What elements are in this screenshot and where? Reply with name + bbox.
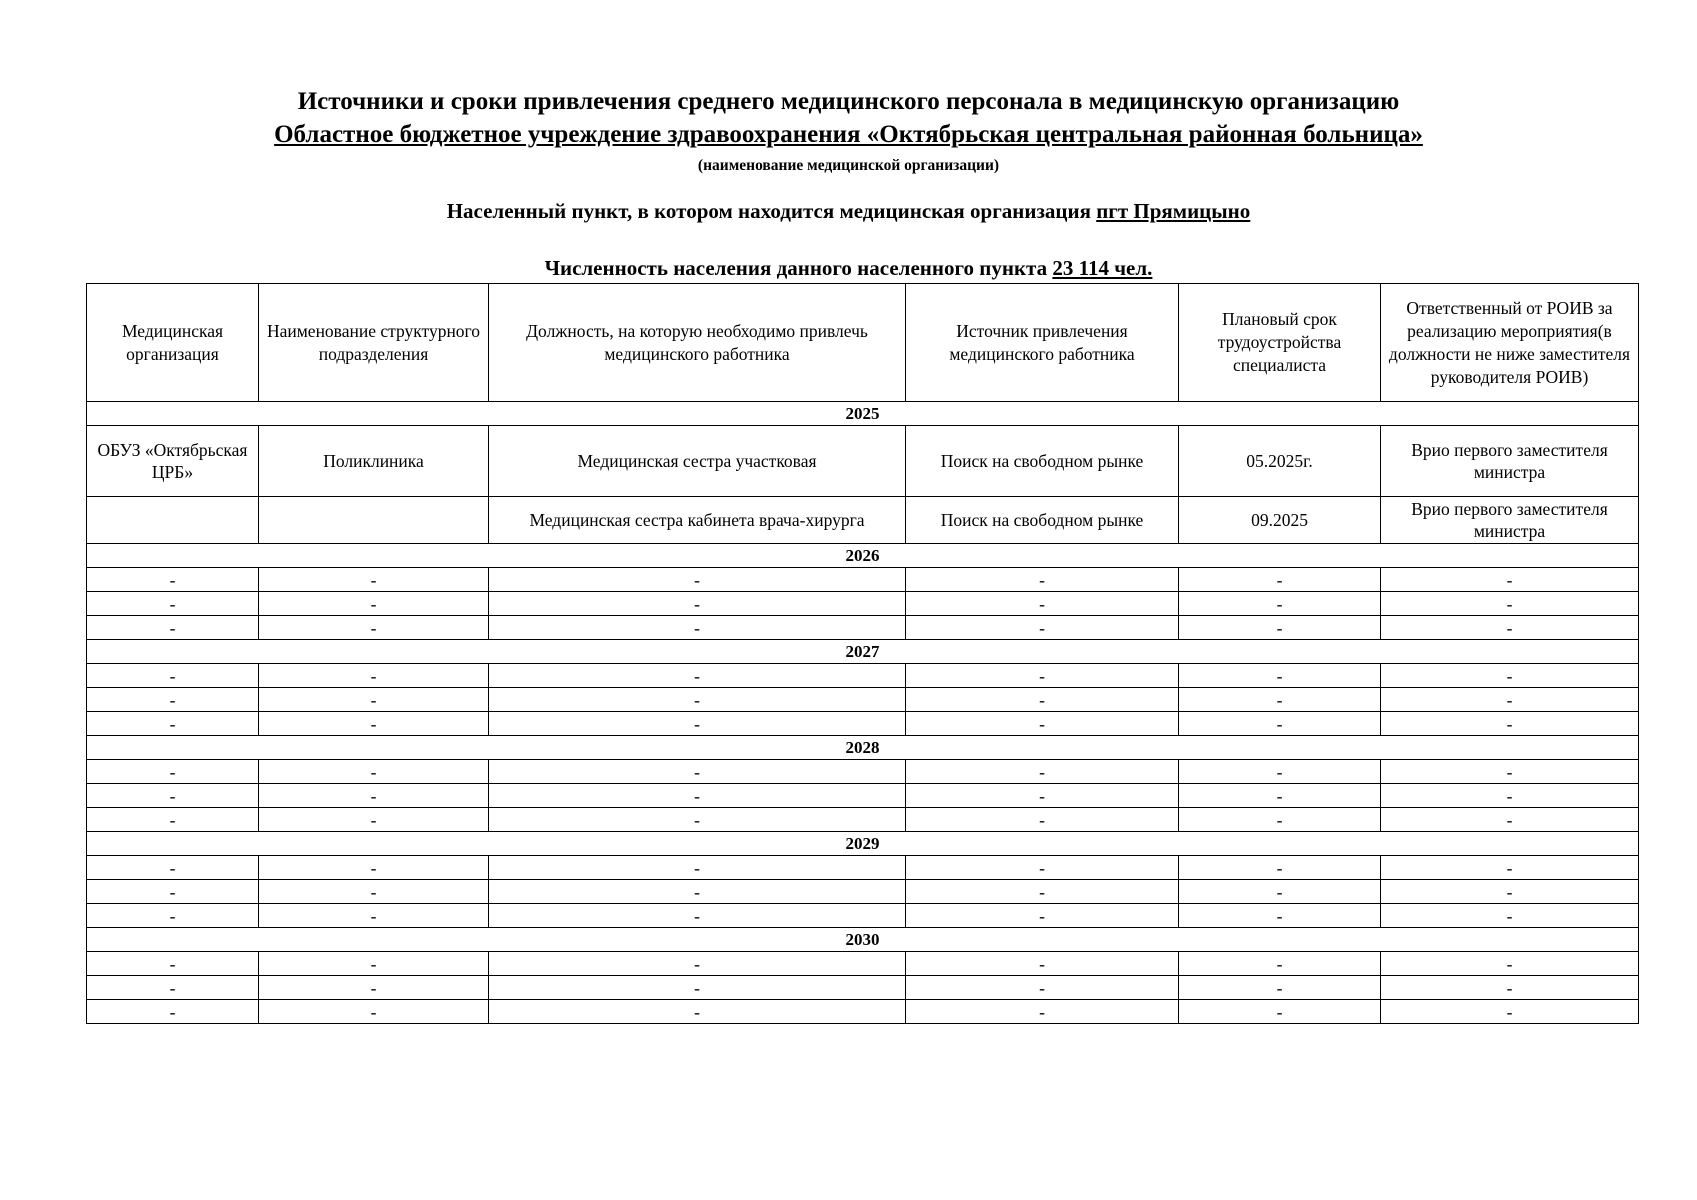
table-cell: - xyxy=(489,808,906,832)
year-label: 2026 xyxy=(87,544,1639,568)
column-header: Должность, на которую необходимо привлечь медицинского работника xyxy=(489,284,906,402)
table-cell: - xyxy=(1179,1000,1381,1024)
table-cell: Поиск на свободном рынке xyxy=(906,426,1179,497)
table-cell: - xyxy=(489,976,906,1000)
table-cell: - xyxy=(1179,712,1381,736)
table-row xyxy=(87,784,1639,808)
table-cell: Медицинская сестра участковая xyxy=(489,426,906,497)
table-row xyxy=(87,426,1639,497)
table-cell: - xyxy=(87,664,259,688)
table-cell: - xyxy=(259,616,489,640)
table-cell: - xyxy=(1179,592,1381,616)
column-header: Источник привлечения медицинского работника xyxy=(906,284,1179,402)
recruitment-table xyxy=(86,283,1639,1024)
column-header: Плановый срок трудоустройства специалиста xyxy=(1179,284,1381,402)
table-cell: - xyxy=(906,976,1179,1000)
table-row xyxy=(87,880,1639,904)
table-row xyxy=(87,497,1639,544)
table-cell: - xyxy=(259,664,489,688)
population-value: 23 114 чел. xyxy=(1052,256,1153,280)
table-cell: - xyxy=(259,952,489,976)
table-cell: - xyxy=(259,880,489,904)
table-cell: - xyxy=(87,760,259,784)
table-cell: - xyxy=(906,760,1179,784)
table-row xyxy=(87,856,1639,880)
table-cell: - xyxy=(906,592,1179,616)
year-label: 2028 xyxy=(87,736,1639,760)
table-cell: - xyxy=(489,664,906,688)
table-cell: - xyxy=(906,880,1179,904)
table-cell: - xyxy=(906,688,1179,712)
table-cell: Поиск на свободном рынке xyxy=(906,497,1179,544)
table-cell: 05.2025г. xyxy=(1179,426,1381,497)
table-cell: - xyxy=(259,904,489,928)
table-row xyxy=(87,952,1639,976)
table-cell: - xyxy=(87,568,259,592)
table-header-row xyxy=(87,284,1639,402)
table-cell: - xyxy=(87,952,259,976)
settlement-value: пгт Прямицыно xyxy=(1096,199,1251,223)
table-cell: - xyxy=(1381,568,1639,592)
table-cell: - xyxy=(906,1000,1179,1024)
table-cell: - xyxy=(489,1000,906,1024)
table-cell: - xyxy=(1381,904,1639,928)
table-cell: - xyxy=(906,712,1179,736)
table-cell: - xyxy=(87,616,259,640)
population-label: Численность населения данного населенного пункта xyxy=(544,256,1048,280)
column-header: Медицинская организация xyxy=(87,284,259,402)
table-cell xyxy=(259,497,489,544)
table-row xyxy=(87,616,1639,640)
table-cell: - xyxy=(1381,664,1639,688)
table-cell: - xyxy=(1381,808,1639,832)
table-cell: - xyxy=(87,592,259,616)
table-cell: - xyxy=(259,1000,489,1024)
table-cell: - xyxy=(489,760,906,784)
year-row xyxy=(87,402,1639,426)
table-row xyxy=(87,568,1639,592)
table-cell: - xyxy=(906,904,1179,928)
table-cell: - xyxy=(906,568,1179,592)
population-line xyxy=(0,256,1697,281)
year-label: 2027 xyxy=(87,640,1639,664)
table-cell: - xyxy=(1179,904,1381,928)
table-row xyxy=(87,688,1639,712)
settlement-line xyxy=(0,199,1697,224)
table-cell: - xyxy=(259,712,489,736)
table-cell: - xyxy=(489,568,906,592)
column-header: Ответственный от РОИВ за реализацию мероприятия(в должности не ниже заместителя руководителя РОИВ) xyxy=(1381,284,1639,402)
table-row xyxy=(87,976,1639,1000)
table-row xyxy=(87,808,1639,832)
table-cell: - xyxy=(259,688,489,712)
table-cell: - xyxy=(489,616,906,640)
table-cell: - xyxy=(1381,712,1639,736)
table-cell: - xyxy=(1179,664,1381,688)
table-cell: - xyxy=(906,784,1179,808)
table-cell: - xyxy=(1381,616,1639,640)
table-cell: - xyxy=(1381,688,1639,712)
table-cell: - xyxy=(87,856,259,880)
table-cell: - xyxy=(1381,784,1639,808)
table-cell: - xyxy=(259,784,489,808)
table-cell: - xyxy=(1179,808,1381,832)
table-cell: - xyxy=(87,976,259,1000)
table-cell: - xyxy=(1179,952,1381,976)
column-header: Наименование структурного подразделения xyxy=(259,284,489,402)
table-cell: - xyxy=(1179,784,1381,808)
table-cell: - xyxy=(906,664,1179,688)
table-cell: - xyxy=(259,592,489,616)
organization-name: Областное бюджетное учреждение здравоохранения «Октябрьская центральная районная больница» xyxy=(274,121,1423,148)
table-cell: - xyxy=(1381,856,1639,880)
table-cell: - xyxy=(87,904,259,928)
table-cell: - xyxy=(87,784,259,808)
table-cell: - xyxy=(906,808,1179,832)
table-cell: - xyxy=(259,760,489,784)
year-row xyxy=(87,832,1639,856)
table-cell: ОБУЗ «Октябрьская ЦРБ» xyxy=(87,426,259,497)
table-cell: - xyxy=(906,952,1179,976)
table-row xyxy=(87,592,1639,616)
document-title: Источники и сроки привлечения среднего медицинского персонала в медицинскую организацию xyxy=(297,88,1400,115)
table-cell xyxy=(87,497,259,544)
table-cell: - xyxy=(489,880,906,904)
table-cell: Медицинская сестра кабинета врача-хирурга xyxy=(489,497,906,544)
year-row xyxy=(87,640,1639,664)
table-cell: - xyxy=(87,1000,259,1024)
table-cell: - xyxy=(259,856,489,880)
table-cell: - xyxy=(489,784,906,808)
table-cell: - xyxy=(489,856,906,880)
settlement-label: Населенный пункт, в котором находится медицинская организация xyxy=(446,199,1091,223)
table-cell: - xyxy=(259,976,489,1000)
table-cell: - xyxy=(1381,1000,1639,1024)
year-label: 2030 xyxy=(87,928,1639,952)
year-row xyxy=(87,928,1639,952)
table-cell: - xyxy=(489,952,906,976)
table-row xyxy=(87,760,1639,784)
table-cell: - xyxy=(489,592,906,616)
table-cell: - xyxy=(1381,880,1639,904)
table-cell: - xyxy=(906,616,1179,640)
organization-caption: (наименование медицинской организации) xyxy=(697,157,1000,174)
table-cell: - xyxy=(1381,760,1639,784)
table-cell: - xyxy=(259,568,489,592)
year-label: 2029 xyxy=(87,832,1639,856)
table-cell: - xyxy=(489,904,906,928)
table-cell: - xyxy=(1381,952,1639,976)
table-cell: - xyxy=(489,712,906,736)
table-cell: - xyxy=(1381,976,1639,1000)
table-row xyxy=(87,712,1639,736)
table-cell: - xyxy=(906,856,1179,880)
table-cell: - xyxy=(87,712,259,736)
year-label: 2025 xyxy=(87,402,1639,426)
table-cell: - xyxy=(1179,568,1381,592)
table-row xyxy=(87,664,1639,688)
table-cell: - xyxy=(1179,856,1381,880)
table-cell: - xyxy=(1179,616,1381,640)
year-row xyxy=(87,736,1639,760)
table-cell: 09.2025 xyxy=(1179,497,1381,544)
year-row xyxy=(87,544,1639,568)
table-cell: - xyxy=(1179,760,1381,784)
table-cell: - xyxy=(87,688,259,712)
table-cell: - xyxy=(1179,880,1381,904)
table-row xyxy=(87,1000,1639,1024)
table-row xyxy=(87,904,1639,928)
table-cell: Врио первого заместителя министра xyxy=(1381,426,1639,497)
table-cell: - xyxy=(1381,592,1639,616)
table-cell: - xyxy=(489,688,906,712)
table-cell: - xyxy=(1179,976,1381,1000)
table-cell: - xyxy=(87,880,259,904)
table-cell: - xyxy=(1179,688,1381,712)
table-cell: - xyxy=(259,808,489,832)
table-cell: Врио первого заместителя министра xyxy=(1381,497,1639,544)
table-cell: - xyxy=(87,808,259,832)
table-cell: Поликлиника xyxy=(259,426,489,497)
